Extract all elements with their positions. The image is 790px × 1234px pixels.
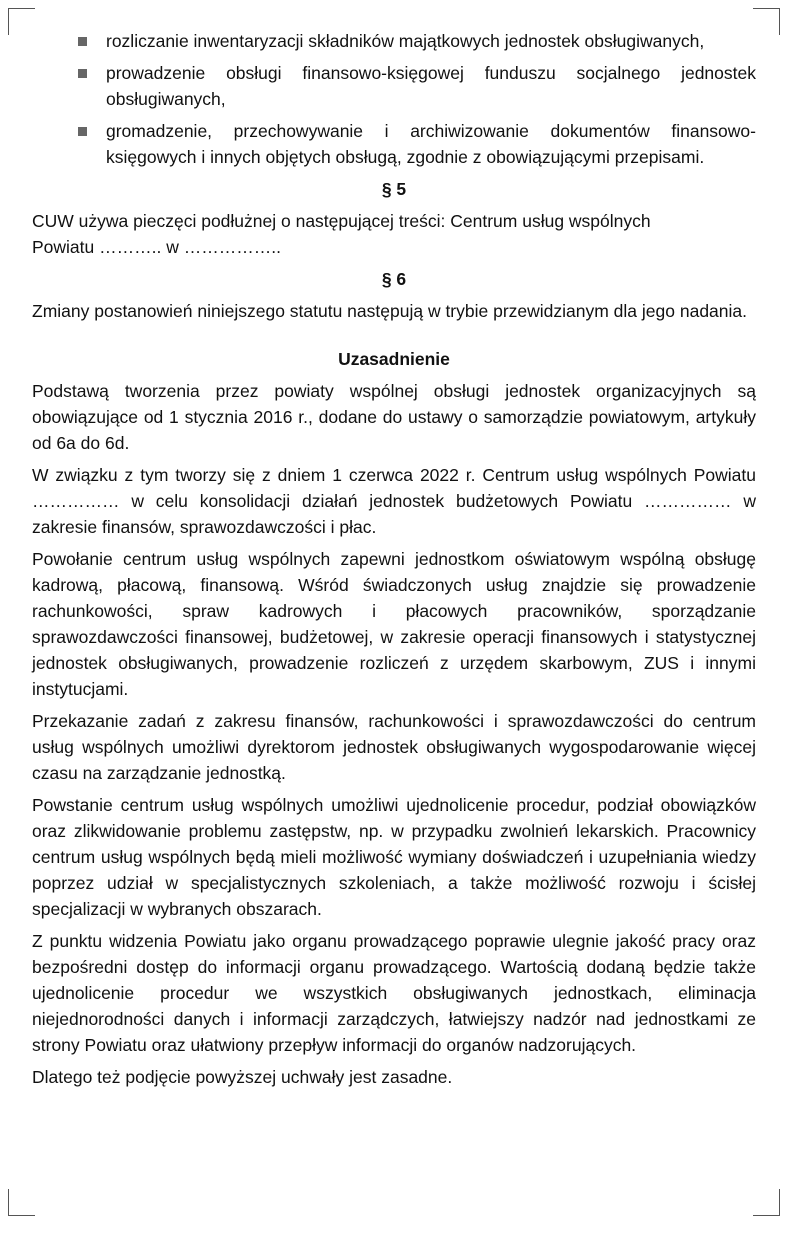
- section-5-text-line-1: CUW używa pieczęci podłużnej o następującej treści: Centrum usług wspólnych: [32, 211, 651, 231]
- list-item-text: rozliczanie inwentaryzacji składników majątkowych jednostek obsługiwanych,: [106, 31, 705, 51]
- document-body: [32, 28, 756, 1096]
- section-5-heading: § 5: [381, 179, 407, 199]
- section-5-text: [32, 208, 756, 260]
- justification-paragraph: Powstanie centrum usług wspólnych umożliwi ujednolicenie procedur, podział obowiązków oraz zlikwidowanie problemu zastępstw, np. w przypadku zwolnień lekarskich. Pracownicy centrum usług wspólnych będą mieli możliwość wymiany doświadczeń i uzupełniania wiedzy poprzez udział w specjalistycznych szkoleniach, a także możliwość rozwoju i ścisłej specjalizacji w wybranych obszarach.: [32, 795, 756, 919]
- list-item-text: gromadzenie, przechowywanie i archiwizowanie dokumentów finansowo-księgowych i innych objętych obsługą, zgodnie z obowiązującymi przepisami.: [106, 121, 756, 167]
- justification-paragraph: Przekazanie zadań z zakresu finansów, rachunkowości i sprawozdawczości do centrum usług wspólnych umożliwi dyrektorom jednostek obsługiwanych wygospodarowanie więcej czasu na zarządzanie jednostką.: [32, 711, 756, 783]
- justification-paragraph: W związku z tym tworzy się z dniem 1 czerwca 2022 r. Centrum usług wspólnych Powiatu …………… w celu konsolidacji działań jednostek budżetowych Powiatu …………… w zakresie finansów, sprawozdawczości i płac.: [32, 465, 756, 537]
- corner-mark-top-right: [753, 8, 780, 35]
- justification-paragraph: Z punktu widzenia Powiatu jako organu prowadzącego poprawie ulegnie jakość pracy oraz bezpośredni dostęp do informacji organu prowadzącego. Wartością dodaną będzie także ujednolicenie procedur we wszystkich obsługiwanych jednostkach, eliminacja niejednorodności danych i informacji zarządczych, łatwiejszy nadzór nad jednostkami ze strony Powiatu oraz ułatwiony przepływ informacji do organów nadzorujących.: [32, 931, 756, 1055]
- section-6-heading: § 6: [381, 269, 407, 289]
- square-bullet-icon: [78, 69, 87, 78]
- list-item: [106, 118, 756, 170]
- section-6-text: Zmiany postanowień niniejszego statutu następują w trybie przewidzianym dla jego nadania.: [32, 301, 747, 321]
- corner-mark-top-left: [8, 8, 35, 35]
- section-5-text-line-2: Powiatu ……….. w ……………..: [32, 237, 281, 257]
- bullet-list: [32, 28, 756, 170]
- corner-mark-bottom-left: [8, 1189, 35, 1216]
- justification-title: Uzasadnienie: [338, 349, 450, 369]
- justification-paragraph: Dlatego też podjęcie powyższej uchwały jest zasadne.: [32, 1067, 453, 1087]
- justification-paragraph: Podstawą tworzenia przez powiaty wspólnej obsługi jednostek organizacyjnych są obowiązujące od 1 stycznia 2016 r., dodane do ustawy o samorządzie powiatowym, artykuły od 6a do 6d.: [32, 381, 756, 453]
- list-item-text: prowadzenie obsługi finansowo-księgowej funduszu socjalnego jednostek obsługiwanych,: [106, 63, 756, 109]
- list-item: [106, 28, 756, 54]
- square-bullet-icon: [78, 37, 87, 46]
- justification-paragraph: Powołanie centrum usług wspólnych zapewni jednostkom oświatowym wspólną obsługę kadrową, płacową, finansową. Wśród świadczonych usług znajdzie się prowadzenie rachunkowości, spraw kadrowych i płacowych pracowników, sporządzanie sprawozdawczości finansowej, budżetowej, w zakresie operacji finansowych i statystycznej jednostek obsługiwanych, prowadzenie rozliczeń z urzędem skarbowym, ZUS i innymi instytucjami.: [32, 549, 756, 699]
- square-bullet-icon: [78, 127, 87, 136]
- corner-mark-bottom-right: [753, 1189, 780, 1216]
- list-item: [106, 60, 756, 112]
